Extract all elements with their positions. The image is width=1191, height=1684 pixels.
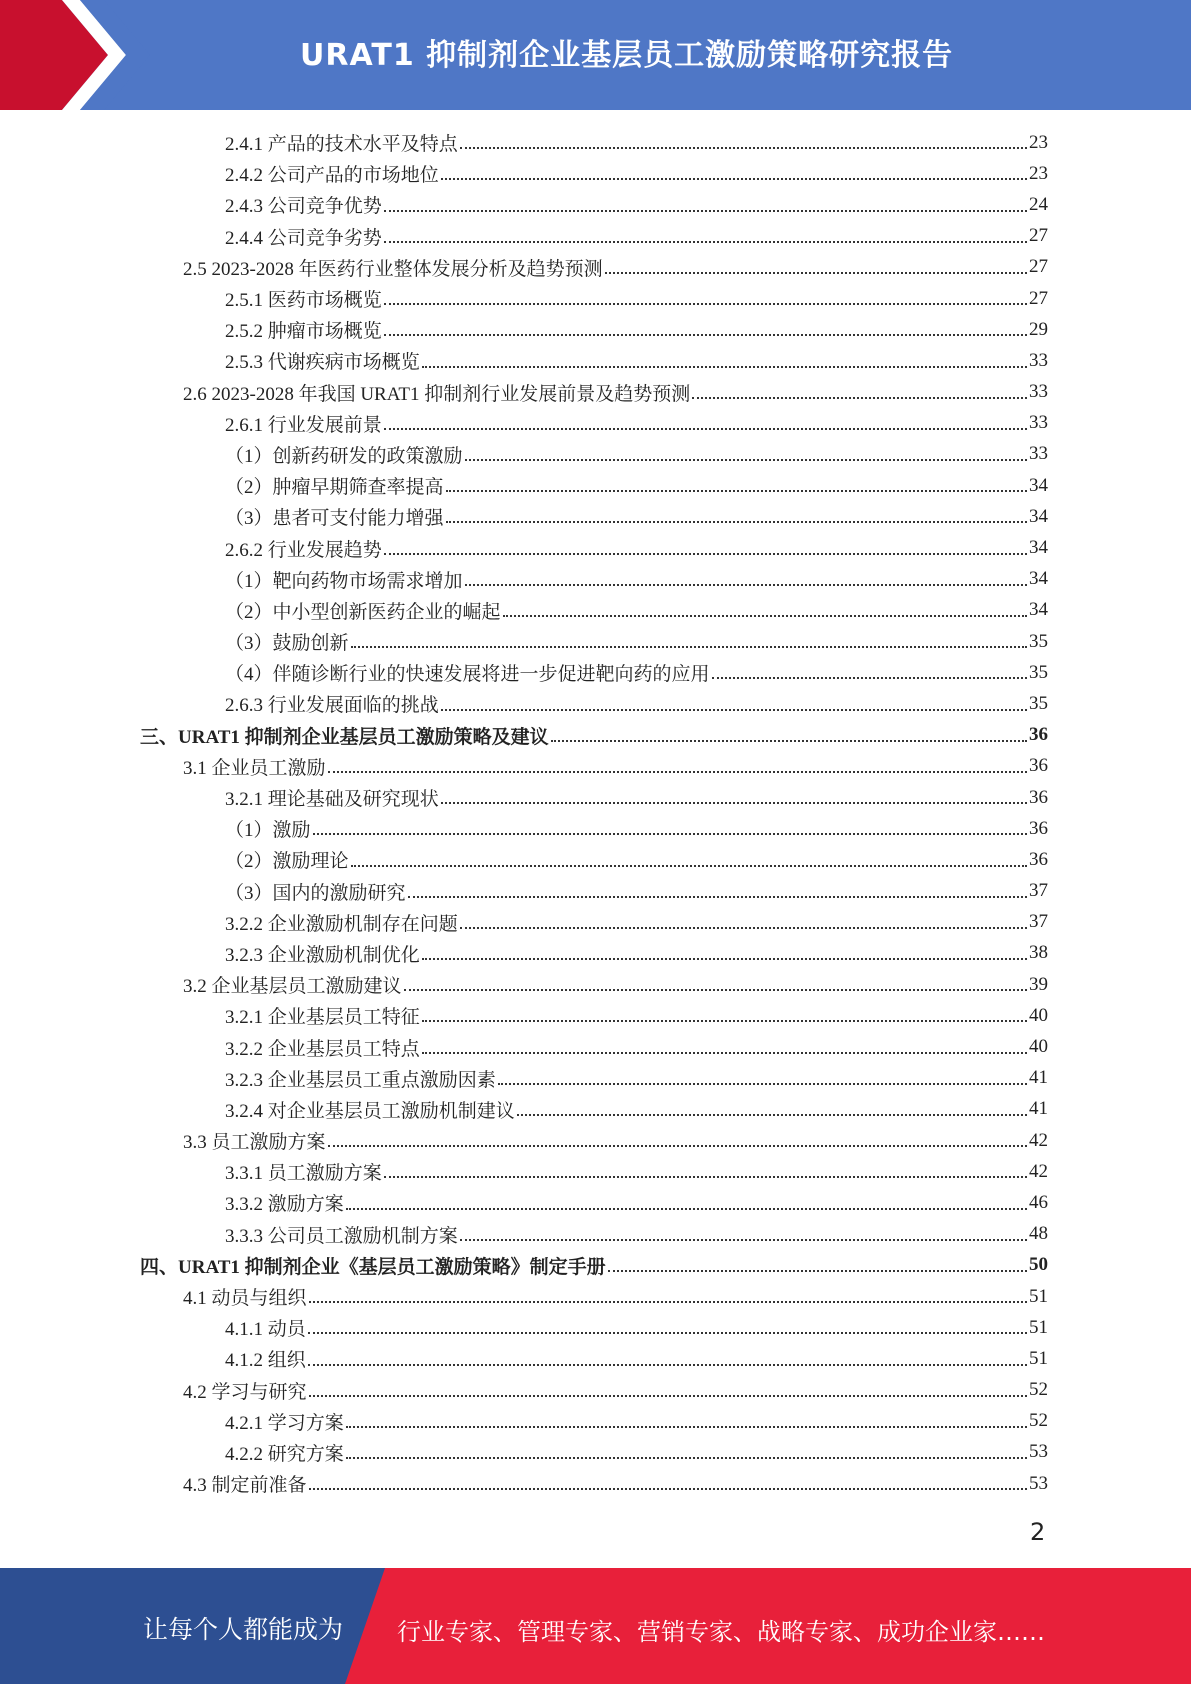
toc-leader-dots: [351, 646, 1027, 648]
toc-entry[interactable]: [140, 938, 1048, 969]
toc-entry-title: 4.2 学习与研究: [183, 1381, 307, 1403]
toc-entry-title: 4.1.2 组织: [225, 1350, 306, 1372]
toc-leader-dots: [384, 1176, 1027, 1178]
toc-leader-dots: [328, 771, 1027, 773]
toc-entry-title: 2.4.1 产品的技术水平及特点: [225, 134, 458, 156]
toc-entry-page: 40: [1029, 1004, 1048, 1026]
toc-entry-page: 41: [1029, 1098, 1048, 1120]
table-of-contents: [140, 127, 1048, 1499]
footer-banner: [0, 1568, 1191, 1684]
toc-leader-dots: [503, 615, 1027, 617]
toc-entry-page: 24: [1029, 193, 1048, 215]
toc-entry-page: 37: [1029, 880, 1048, 902]
toc-entry[interactable]: [140, 127, 1048, 158]
toc-entry-title: （3）鼓励创新: [225, 633, 349, 655]
toc-entry-page: 34: [1029, 599, 1048, 621]
header-banner: [0, 0, 1191, 110]
toc-entry-title: 3.2.4 对企业基层员工激励机制建议: [225, 1100, 515, 1122]
toc-entry[interactable]: [140, 1468, 1048, 1499]
toc-leader-dots: [346, 1208, 1027, 1210]
toc-entry-title: （2）肿瘤早期筛查率提高: [225, 477, 444, 499]
toc-leader-dots: [384, 553, 1027, 555]
toc-entry[interactable]: [140, 564, 1048, 595]
toc-entry[interactable]: [140, 1063, 1048, 1094]
toc-entry-title: 3.2.1 理论基础及研究现状: [225, 789, 439, 811]
toc-entry-title: 4.2.2 研究方案: [225, 1443, 344, 1465]
toc-entry-page: 33: [1029, 349, 1048, 371]
toc-entry[interactable]: [140, 1219, 1048, 1250]
toc-entry-page: 27: [1029, 256, 1048, 278]
toc-entry-page: 53: [1029, 1472, 1048, 1494]
toc-leader-dots: [422, 366, 1027, 368]
toc-entry-page: 34: [1029, 505, 1048, 527]
toc-entry-title: （1）激励: [225, 820, 311, 842]
toc-entry-page: 48: [1029, 1223, 1048, 1245]
toc-leader-dots: [460, 1239, 1027, 1241]
toc-leader-dots: [498, 1083, 1027, 1085]
toc-entry-page: 35: [1029, 692, 1048, 714]
toc-entry-title: 3.2.1 企业基层员工特征: [225, 1007, 420, 1029]
toc-entry[interactable]: [140, 1437, 1048, 1468]
toc-entry-title: 3.3.2 激励方案: [225, 1194, 344, 1216]
toc-entry-title: 3.3.3 公司员工激励机制方案: [225, 1225, 458, 1247]
toc-leader-dots: [422, 1020, 1027, 1022]
toc-entry[interactable]: [140, 688, 1048, 719]
toc-entry[interactable]: [140, 1187, 1048, 1218]
toc-entry-page: 46: [1029, 1191, 1048, 1213]
toc-leader-dots: [309, 1395, 1027, 1397]
toc-leader-dots: [465, 459, 1027, 461]
toc-entry[interactable]: [140, 813, 1048, 844]
toc-entry-title: 3.3.1 员工激励方案: [225, 1163, 382, 1185]
toc-entry[interactable]: [140, 283, 1048, 314]
toc-entry-title: 2.4.2 公司产品的市场地位: [225, 165, 439, 187]
toc-entry[interactable]: [140, 720, 1048, 751]
toc-entry-page: 23: [1029, 162, 1048, 184]
toc-entry-page: 52: [1029, 1379, 1048, 1401]
toc-entry[interactable]: [140, 1312, 1048, 1343]
toc-entry[interactable]: [140, 626, 1048, 657]
toc-leader-dots: [346, 1426, 1027, 1428]
toc-entry-title: 3.1 企业员工激励: [183, 757, 326, 779]
toc-entry-page: 35: [1029, 661, 1048, 683]
toc-entry[interactable]: [140, 1250, 1048, 1281]
toc-entry-page: 36: [1029, 724, 1048, 746]
toc-leader-dots: [384, 241, 1027, 243]
toc-leader-dots: [446, 490, 1027, 492]
toc-leader-dots: [460, 147, 1027, 149]
toc-entry-page: 38: [1029, 942, 1048, 964]
toc-entry[interactable]: [140, 1343, 1048, 1374]
toc-entry-title: （3）国内的激励研究: [225, 882, 406, 904]
toc-leader-dots: [351, 865, 1027, 867]
toc-entry[interactable]: [140, 969, 1048, 1000]
toc-entry-title: （1）创新药研发的政策激励: [225, 445, 463, 467]
toc-leader-dots: [441, 178, 1027, 180]
toc-entry-page: 34: [1029, 568, 1048, 590]
toc-entry[interactable]: [140, 1406, 1048, 1437]
toc-entry[interactable]: [140, 1281, 1048, 1312]
toc-entry-page: 51: [1029, 1285, 1048, 1307]
toc-entry-page: 42: [1029, 1129, 1048, 1151]
toc-leader-dots: [346, 1457, 1027, 1459]
toc-entry-title: 4.2.1 学习方案: [225, 1412, 344, 1434]
toc-entry-page: 42: [1029, 1160, 1048, 1182]
toc-entry[interactable]: [140, 1094, 1048, 1125]
toc-leader-dots: [309, 1301, 1027, 1303]
toc-leader-dots: [551, 740, 1027, 742]
toc-leader-dots: [441, 802, 1027, 804]
toc-entry[interactable]: [140, 907, 1048, 938]
toc-leader-dots: [404, 989, 1027, 991]
toc-leader-dots: [608, 1270, 1027, 1272]
toc-leader-dots: [605, 272, 1027, 274]
toc-leader-dots: [446, 521, 1027, 523]
toc-entry-title: 2.5.2 肿瘤市场概览: [225, 321, 382, 343]
toc-entry[interactable]: [140, 1000, 1048, 1031]
toc-entry-page: 27: [1029, 287, 1048, 309]
toc-leader-dots: [408, 896, 1027, 898]
toc-entry-title: （3）患者可支付能力增强: [225, 508, 444, 530]
toc-leader-dots: [308, 1332, 1027, 1334]
toc-entry-title: 三、URAT1 抑制剂企业基层员工激励策略及建议: [140, 726, 549, 748]
toc-leader-dots: [712, 677, 1027, 679]
page-number: 2: [1030, 1518, 1046, 1546]
toc-entry-page: 36: [1029, 786, 1048, 808]
toc-entry-page: 37: [1029, 911, 1048, 933]
toc-leader-dots: [517, 1114, 1027, 1116]
toc-entry[interactable]: [140, 221, 1048, 252]
toc-entry-page: 35: [1029, 630, 1048, 652]
toc-entry[interactable]: [140, 470, 1048, 501]
toc-entry[interactable]: [140, 501, 1048, 532]
toc-entry-page: 36: [1029, 755, 1048, 777]
toc-entry[interactable]: [140, 1031, 1048, 1062]
toc-entry-page: 33: [1029, 443, 1048, 465]
toc-entry-page: 29: [1029, 318, 1048, 340]
toc-entry[interactable]: [140, 1125, 1048, 1156]
toc-entry-title: 4.3 制定前准备: [183, 1475, 307, 1497]
toc-entry-page: 27: [1029, 225, 1048, 247]
toc-entry-page: 51: [1029, 1347, 1048, 1369]
toc-entry-page: 53: [1029, 1441, 1048, 1463]
toc-entry-title: 3.2.3 企业基层员工重点激励因素: [225, 1069, 496, 1091]
toc-entry-title: （2）中小型创新医药企业的崛起: [225, 601, 501, 623]
toc-entry-title: 2.5.1 医药市场概览: [225, 290, 382, 312]
toc-entry-title: （4）伴随诊断行业的快速发展将进一步促进靶向药的应用: [225, 664, 710, 686]
toc-entry-page: 52: [1029, 1410, 1048, 1432]
toc-leader-dots: [692, 397, 1027, 399]
toc-entry-title: 2.6.2 行业发展趋势: [225, 539, 382, 561]
toc-leader-dots: [309, 1488, 1027, 1490]
toc-entry-title: 3.2.2 企业基层员工特点: [225, 1038, 420, 1060]
toc-entry[interactable]: [140, 1375, 1048, 1406]
toc-entry-title: 3.2.2 企业激励机制存在问题: [225, 913, 458, 935]
toc-entry[interactable]: [140, 345, 1048, 376]
toc-entry[interactable]: [140, 252, 1048, 283]
toc-entry-page: 23: [1029, 131, 1048, 153]
toc-leader-dots: [313, 833, 1027, 835]
toc-entry[interactable]: [140, 377, 1048, 408]
toc-entry-page: 34: [1029, 474, 1048, 496]
toc-leader-dots: [422, 1052, 1027, 1054]
toc-entry-title: 4.1 动员与组织: [183, 1288, 307, 1310]
toc-entry-page: 33: [1029, 381, 1048, 403]
toc-entry[interactable]: [140, 844, 1048, 875]
toc-entry-title: 3.2 企业基层员工激励建议: [183, 976, 402, 998]
toc-entry-title: 3.2.3 企业激励机制优化: [225, 944, 420, 966]
report-title: URAT1 抑制剂企业基层员工激励策略研究报告: [300, 38, 954, 73]
toc-entry-page: 36: [1029, 817, 1048, 839]
footer-slogan-right: 行业专家、管理专家、营销专家、战略专家、成功企业家……: [397, 1618, 1045, 1646]
toc-entry[interactable]: [140, 657, 1048, 688]
toc-entry[interactable]: [140, 1156, 1048, 1187]
toc-leader-dots: [384, 303, 1027, 305]
toc-entry-page: 34: [1029, 537, 1048, 559]
footer-slogan-left: 让每个人都能成为: [143, 1615, 344, 1644]
toc-entry-title: 3.3 员工激励方案: [183, 1132, 326, 1154]
toc-entry-title: 4.1.1 动员: [225, 1319, 306, 1341]
toc-entry-title: 2.5 2023-2028 年医药行业整体发展分析及趋势预测: [183, 258, 603, 280]
toc-entry-page: 33: [1029, 412, 1048, 434]
toc-leader-dots: [460, 927, 1027, 929]
toc-leader-dots: [308, 1364, 1027, 1366]
toc-leader-dots: [465, 584, 1027, 586]
toc-entry-page: 40: [1029, 1036, 1048, 1058]
toc-leader-dots: [384, 334, 1027, 336]
toc-entry-title: （1）靶向药物市场需求增加: [225, 570, 463, 592]
toc-leader-dots: [328, 1145, 1027, 1147]
toc-entry[interactable]: [140, 595, 1048, 626]
toc-entry-title: 四、URAT1 抑制剂企业《基层员工激励策略》制定手册: [140, 1256, 606, 1278]
header-chevron-graphic: [0, 0, 150, 110]
toc-entry[interactable]: [140, 408, 1048, 439]
toc-entry-title: 2.6 2023-2028 年我国 URAT1 抑制剂行业发展前景及趋势预测: [183, 383, 691, 405]
toc-leader-dots: [441, 709, 1027, 711]
toc-entry[interactable]: [140, 532, 1048, 563]
toc-entry[interactable]: [140, 782, 1048, 813]
toc-entry-page: 36: [1029, 848, 1048, 870]
toc-entry-title: 2.6.3 行业发展面临的挑战: [225, 695, 439, 717]
toc-leader-dots: [422, 958, 1027, 960]
toc-entry-title: 2.5.3 代谢疾病市场概览: [225, 352, 420, 374]
toc-entry[interactable]: [140, 189, 1048, 220]
toc-entry[interactable]: [140, 439, 1048, 470]
toc-entry-title: 2.4.4 公司竞争劣势: [225, 227, 382, 249]
toc-entry[interactable]: [140, 751, 1048, 782]
toc-entry-title: （2）激励理论: [225, 851, 349, 873]
toc-entry-page: 41: [1029, 1067, 1048, 1089]
toc-entry[interactable]: [140, 314, 1048, 345]
toc-entry-page: 39: [1029, 973, 1048, 995]
toc-entry-title: 2.6.1 行业发展前景: [225, 414, 382, 436]
toc-entry[interactable]: [140, 158, 1048, 189]
toc-leader-dots: [384, 428, 1027, 430]
toc-entry-title: 2.4.3 公司竞争优势: [225, 196, 382, 218]
toc-leader-dots: [384, 210, 1027, 212]
toc-entry[interactable]: [140, 876, 1048, 907]
toc-entry-page: 50: [1029, 1254, 1048, 1276]
toc-entry-page: 51: [1029, 1316, 1048, 1338]
